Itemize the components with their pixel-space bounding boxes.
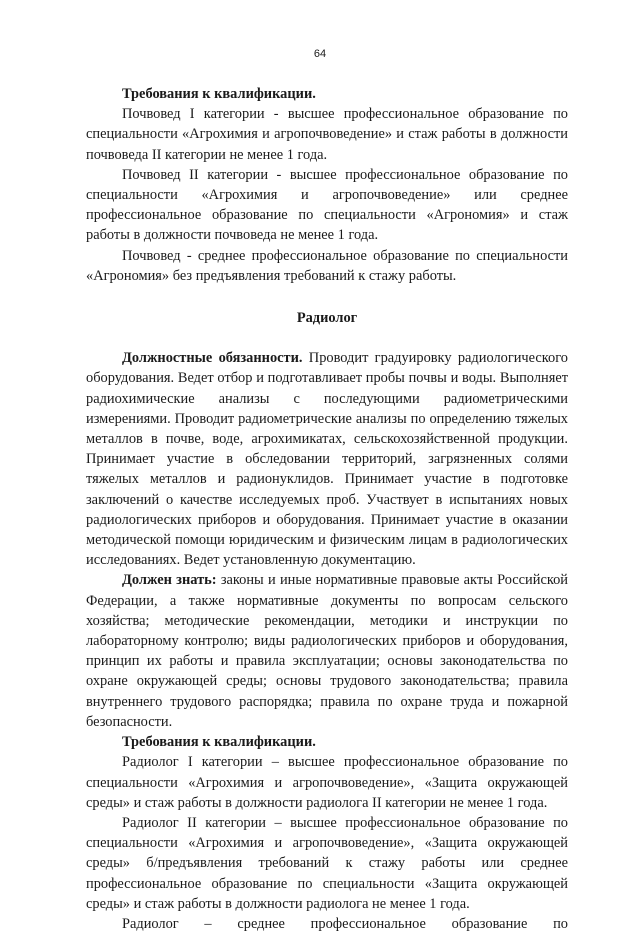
soil-category-2-paragraph: Почвовед II категории - высшее профессиональное образование по специальности «Агрохимия и агропочвоведение» или среднее профессиональное образование по специальности «Агрономия» и стаж работы в должности почвоведа не менее 1 года. — [86, 166, 568, 244]
radiologist-category-1-paragraph: Радиолог I категории – высшее профессиональное образование по специальности «Агрохимия и агропочвоведение», «Защита окружающей среды» и стаж работы в должности радиолога II категории не менее 1 года. — [86, 754, 568, 811]
radiologist-category-2-paragraph: Радиолог II категории – высшее профессиональное образование по специальности «Агрохимия и агропочвоведение», «Защита окружающей среды» б/предъявления требований к стажу работы или среднее профессиональное образование по специальности «Защита окружающей среды» и стаж работы в должности радиолога не менее 1 года. — [86, 814, 568, 912]
section-title-radiologist: Радиолог — [296, 310, 358, 327]
soil-basic-paragraph: Почвовед - среднее профессиональное образование по специальности «Агрономия» без предъявления требований к стажу работы. — [86, 247, 568, 284]
page-number: 64 — [313, 48, 327, 60]
soil-category-1-paragraph: Почвовед I категории - высшее профессиональное образование по специальности «Агрохимия и агропочвоведение» и стаж работы в должности почвоведа II категории не менее 1 года. — [86, 106, 568, 163]
duties-label: Должностные обязанности. — [122, 350, 303, 367]
document-body — [86, 84, 568, 934]
knowledge-text: законы и иные нормативные правовые акты Российской Федерации, а также нормативные документы по вопросам сельского хозяйства; методические рекомендации, методики и инструкции по лабораторному контролю; виды радиологических приборов и оборудования, принцип их работы и правила эксплуатации; основы законодательства по охране окружающей среды; основы трудового законодательства; правила внутреннего трудового распорядка; правила по охране труда и пожарной безопасности. — [86, 572, 568, 730]
knowledge-label: Должен знать: — [122, 572, 217, 589]
knowledge-paragraph — [86, 570, 568, 732]
duties-text: Проводит градуировку радиологического оборудования. Ведет отбор и подготавливает пробы почвы и воды. Выполняет радиохимические анализы с последующими радиометрическими измерениями. Проводит радиометрические анализы по определению тяжелых металлов в почве, воде, агрохимикатах, сельскохозяйственной продукции. Принимает участие в обследовании территорий, загрязненных солями тяжелых металлов и радионуклидов. Принимает участие в подготовке заключений о качестве исследуемых проб. Участвует в испытаниях новых радиологических приборов и оборудования. Принимает участие в оказании методической помощи юридическим и физическим лицам в радиологических исследованиях. Ведет установленную документацию. — [86, 350, 568, 569]
radiologist-basic-paragraph: Радиолог – среднее профессиональное образование по — [122, 915, 568, 932]
radiologist-qualification-heading: Требования к квалификации. — [122, 734, 316, 751]
soil-qualification-heading: Требования к квалификации. — [122, 86, 316, 102]
duties-paragraph — [86, 348, 568, 570]
